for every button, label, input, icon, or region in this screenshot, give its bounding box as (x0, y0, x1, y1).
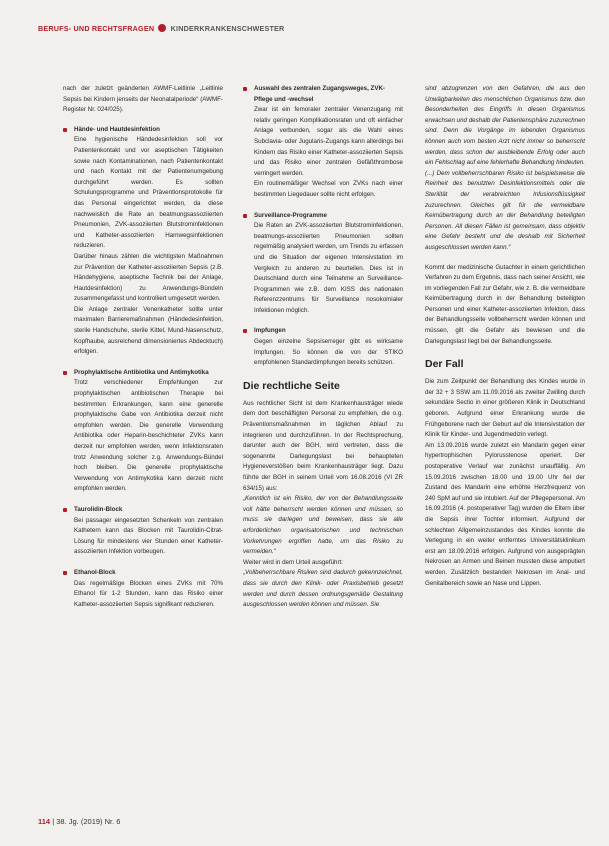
paragraph: Ein routinemäßiger Wechsel von ZVKs nach einer bestimmten Liegedauer sollte nicht erfolgen. (254, 180, 403, 198)
list-item-title: Impfungen (254, 327, 286, 335)
list-item (63, 125, 223, 358)
list-item-title: Prophylaktische Antibiotika und Antimykotika (74, 368, 209, 376)
header-section-label: BERUFS- UND RECHTSFRAGEN (38, 24, 155, 33)
list-item (243, 84, 403, 201)
bullet-icon (243, 214, 247, 218)
issue-info: 38. Jg. (2019) Nr. 6 (56, 817, 121, 826)
list-item-title: Auswahl des zentralen Zugangsweges, ZVK-Pflege und -wechsel (254, 85, 385, 103)
quote: sind abzugrenzen von den Gefahren, die aus den Unwägbarkeiten des menschlichen Organismus bzw. den Besonderheiten des Eingriffs in diesen Organismus erwachsen und deshalb der Patientensphäre zuzurechnen sind. Denn die Vorgänge im lebenden Organismus können auch vom besten Arzt nicht immer so beherrscht werden, dass schon der ausbleibende Erfolg oder auch ein Fehlschlag auf eine fehlerhafte Behandlung hindeuten. (...) Dem vollbeherrschbaren Risiko ist beispielsweise die Reinheit des benutzten Desinfektionsmittels oder die Sterilität der verabreichten Infusionsflüssigkeit zuzurechnen. Gleiches gilt für die vermeidbare Keimübertragung durch an der Behandlung beteiligten Personen. All diesen Fällen ist gemeinsam, dass objektiv eine Gefahr besteht und die deshalb mit Sicherheit ausgeschlossen werden kann.“ (425, 85, 585, 251)
paragraph: nach der zuletzt geänderten AWMF-Leitlinie „Leitlinie Sepsis bei Kindern jenseits der Neonatalperiode“ (AWMF-Register Nr. 024/025). (63, 85, 223, 114)
list-item (63, 505, 223, 558)
paragraph: Zwar ist ein femoraler zentraler Venenzugang mit relativ geringen Komplikationsraten und oft einfacher Anlage verbunden, sogar als die Wahl eines Subclavia- oder Jugularis-Zugangs kann allerdings bei Kindern das Risiko einer Katheter-assoziierten Sepsis und das Risiko einer zentralen Gefäßthrombose verringert werden. (254, 106, 403, 177)
text-column-3 (425, 84, 585, 589)
text-column-1 (63, 84, 223, 620)
bullet-icon (63, 571, 67, 575)
bullet-icon (243, 329, 247, 333)
journal-logo-icon (158, 24, 166, 32)
list-item-title: Ethanol-Block (74, 568, 116, 576)
paragraph: Darüber hinaus zählen die wichtigsten Maßnahmen zur Prävention der Katheter-assoziierten Sepsis (z.B. Händehygiene, aseptische Technik bei der Anlage, Hautdesinfektion) zu Anwendungs-Bündeln zusammengefasst und kontrolliert umgesetzt werden. (74, 252, 223, 303)
running-header (38, 24, 578, 36)
paragraph: Aus rechtlicher Sicht ist dem Krankenhausträger wiede dem dort beschäftigten Personal zu empfehlen, die o.g. Präventionsmaßnahmen im täglichen Ablauf zu integrieren und durchzuführen. In der Rechtsprechung, darunter auch der BGH, wird vertreten, dass die sogenannte Darlegungslast bei behaupteten Hygieneverstößen beim Krankenhausträger liegt. Dazu führte der BGH in seinem Urteil vom 16.08.2016 (VI ZR 634/15) aus: (243, 399, 403, 492)
paragraph: Gegen einzelne Sepsiserreger gibt es wirksame Impfungen. So können die von der STIKO empfohlenen Standardimpfungen bereits schützen. (254, 338, 403, 367)
paragraph: Kommt der medizinische Gutachter in einem gerichtlichen Verfahren zu dem Ergebnis, dass nach seiner Ansicht, wie im vorliegenden Fall zur Gefahr, wie z. B. die vermeidbare Keimübertragung durch in der Behandlung beteiligten Personen und einer Katheter-assoziierten Infektion, dass der Behandlungsseite vollbeherrscht werden können und müssen, gilt die Gefahr als bewiesen und die Darlegungslast liegt bei der Behandlungsseite. (425, 263, 585, 345)
quote: „Kenntlich ist ein Risiko, der von der Behandlungsseite voll hätte beherrscht werden können und müssen, so muss sie darlegen und beweisen, dass sie alle erforderlichen organisatorischen und technischen Vorkehrungen ergriffen hatte, um das Risiko zu vermeiden.“ (243, 495, 403, 556)
bullet-icon (63, 128, 67, 132)
paragraph: Bei passager eingesetzten Schenkeln von zentralen Kathetern kann das Blocken mit Taurolidin-Citrat-Lösung für mindestens vier Stunden einer Katheter-assoziierten Infektion vorbeugen. (74, 516, 223, 556)
paragraph: Die Raten an ZVK-assoziierten Blutstrominfektionen, beatmungs-assoziierten Pneumonien sollten regelmäßig analysiert werden, um Trends zu erfassen und die Situation der eigenen Intensivstation im Vergleich zu anderen zu beurteilen. Dies ist in Deutschland durch eine Teilnahme an Surveillance-Programmen wie z.B. dem KISS des nationalen Referenzzentrums für Surveillance nosokomialer Infektionen möglich. (254, 222, 403, 314)
paragraph: Das regelmäßige Blocken eines ZVKs mit 70% Ethanol für 1-2 Stunden, kann das Risiko einer Katheter-assoziierten Sepsis signifikant reduzieren. (74, 579, 223, 608)
bullet-icon (63, 371, 67, 375)
bullet-icon (63, 508, 67, 512)
paragraph: Eine hygienische Händedesinfektion soll vor Patientenkontakt und vor aseptischen Tätigkeiten sowie nach Kontaminationen, nach Patientenkontakt und nach Kontakt mit der Patientenumgebung durchgeführt werden. Es sollten Schulungsprogramme und Präventionsprotokolle für das Personal eingerichtet werden, da diese nachweislich die Rate an beatmungsassoziierten Pneumonien, ZVK-assoziierten Blutstrominfektionen und Katheter-assoziierten Harnwegsinfektionen reduzieren. (74, 136, 223, 250)
list-item (63, 568, 223, 610)
page-number: 114 (38, 817, 51, 826)
list-item (63, 368, 223, 495)
quote: „Vollbeherrschbare Risiken sind dadurch gekennzeichnet, dass sie durch den Klinik- oder Praxisbetrieb gesetzt werden und durch dessen ordnungsgemäße Gestaltung ausgeschlossen werden können und müssen. Sie (243, 569, 403, 609)
text-column-2 (243, 84, 403, 611)
footer-divider: | (52, 817, 57, 826)
bullet-icon (243, 87, 247, 91)
list-item-title: Hände- und Hautdesinfektion (74, 125, 160, 133)
list-item (243, 326, 403, 368)
header-journal-name: KINDERKRANKENSCHWESTER (170, 24, 285, 33)
list-item-title: Surveillance-Programme (254, 211, 327, 219)
section-heading: Die rechtliche Seite (243, 379, 340, 392)
list-item-title: Taurolidin-Block (74, 505, 123, 513)
paragraph: Weiter wird in dem Urteil ausgeführt: (243, 558, 343, 566)
paragraph: Die Anlage zentraler Venenkatheter sollte unter maximalen Barrieremaßnahmen (Händedesinfektion, sterile Handschuhe, sterile Kittel, Mund-Nasenschutz, Kopfhaube, ausreichend dimensioniertes Abdecktuch) erfolgen. (74, 305, 223, 356)
list-item (243, 211, 403, 317)
paragraph: Die zum Zeitpunkt der Behandlung des Kindes wurde in der 32 + 3 SSW am 11.09.2016 als zweiter Zwilling durch sekundäre Sectio in einer größeren Klinik in Deutschland geboren. Aufgrund einer Erkrankung wurde die Frühgeborene nach der Geburt auf die Intensivstation der Klinik für Kinder- und Jugendmedizin verlegt. (425, 378, 585, 439)
page-footer (38, 817, 120, 826)
paragraph: Trotz verschiedener Empfehlungen zur prophylaktischen antibiotischen Therapie bei bestimmten Erkrankungen, kann eine generelle prophylaktische Gabe von Antibiotika derzeit nicht empfohlen werden. Die generelle Verwendung Antibiotika oder Heparin-beschichteter ZVKs kann derzeit nur empfohlen werden, wenn Infektionsraten trotz Anwendung solcher z.g. Anwendungs-Bündel hoch bleiben. Die generelle prophylaktische Verwendung von Antimykotika kann derzeit nicht empfohlen werden. (74, 379, 223, 493)
paragraph: Am 13.09.2016 wurde zuletzt ein Mandarin gegen einer hypertrophischen Pylorusstenose operiert. Der postoperative Verlauf war zunächst unauffällig. Am 15.09.2016 zwischen 18.00 und 19.00 Uhr fiel der Zustand des Mandarin eine erhöhte Herzfrequenz von 240 SpM auf und sie intubiert. Auf der Pflegepersonal. Am 16.09.2016 (4. postoperativer Tag) wurden die Eltern über die Sepsis ihrer Tochter informiert. Aufgrund der schlechten Allgemeinzustandes des Kindes konnte die Verlegung in ein weiter entferntes Universitätsklinikum erst am 18.09.2016 erfolgen. Aufgrund von ausgeprägten Nekrosen an Armen und Beinen mussten diese amputiert werden. Zusätzlich bestanden Nekrosen im Anal- und Genitalbereich sowie an Nase und Lippen. (425, 441, 585, 587)
section-heading: Der Fall (425, 358, 464, 371)
